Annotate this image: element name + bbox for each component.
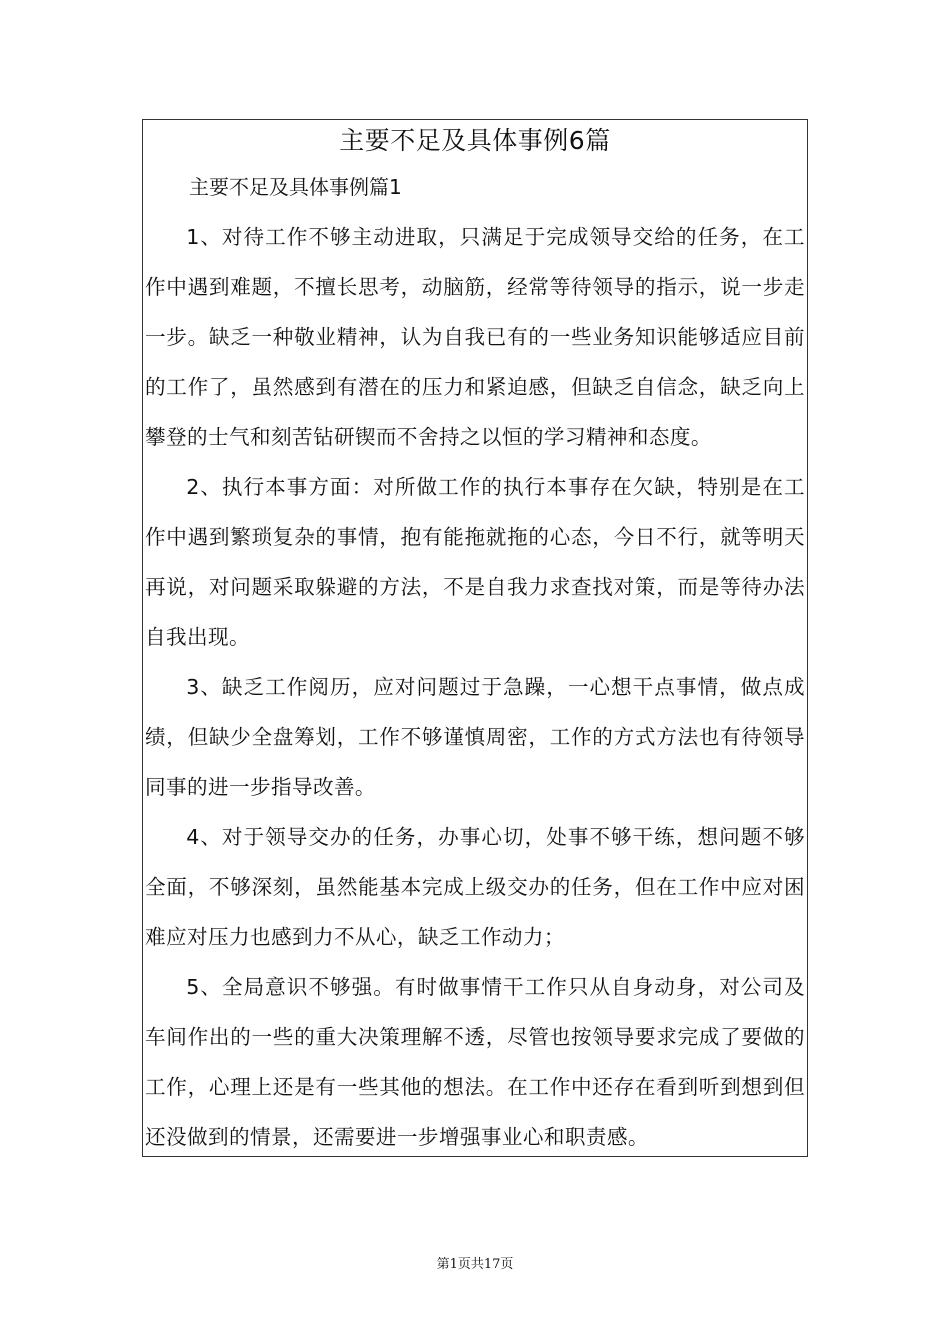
page-number: 第1页共17页 bbox=[436, 1257, 514, 1272]
document-frame bbox=[142, 119, 808, 1157]
paragraph-4: 4、对于领导交办的任务，办事心切，处事不够干练，想问题不够全面，不够深刻，虽然能基本完成上级交办的任务，但在工作中应对困难应对压力也感到力不从心，缺乏工作动力； bbox=[145, 825, 805, 949]
document-body bbox=[145, 212, 805, 1162]
paragraph-1: 1、对待工作不够主动进取，只满足于完成领导交给的任务，在工作中遇到难题，不擅长思考，动脑筋，经常等待领导的指示，说一步走一步。缺乏一种敬业精神，认为自我已有的一些业务知识能够适应目前的工作了，虽然感到有潜在的压力和紧迫感，但缺乏自信念，缺乏向上攀登的士气和刻苦钻研锲而不舍持之以恒的学习精神和态度。 bbox=[145, 225, 805, 449]
document-title: 主要不足及具体事例6篇 bbox=[339, 126, 611, 155]
section-heading: 主要不足及具体事例篇1 bbox=[189, 175, 402, 199]
paragraph-3: 3、缺乏工作阅历，应对问题过于急躁，一心想干点事情，做点成绩，但缺少全盘筹划，工作不够谨慎周密，工作的方式方法也有待领导同事的进一步指导改善。 bbox=[145, 675, 805, 799]
paragraph-2: 2、执行本事方面：对所做工作的执行本事存在欠缺，特别是在工作中遇到繁琐复杂的事情，抱有能拖就拖的心态，今日不行，就等明天再说，对问题采取躲避的方法，不是自我力求查找对策，而是等待办法自我出现。 bbox=[145, 475, 805, 649]
paragraph-5: 5、全局意识不够强。有时做事情干工作只从自身动身，对公司及车间作出的一些的重大决策理解不透，尽管也按领导要求完成了要做的工作，心理上还是有一些其他的想法。在工作中还存在看到听到想到但还没做到的情景，还需要进一步增强事业心和职责感。 bbox=[145, 975, 805, 1149]
